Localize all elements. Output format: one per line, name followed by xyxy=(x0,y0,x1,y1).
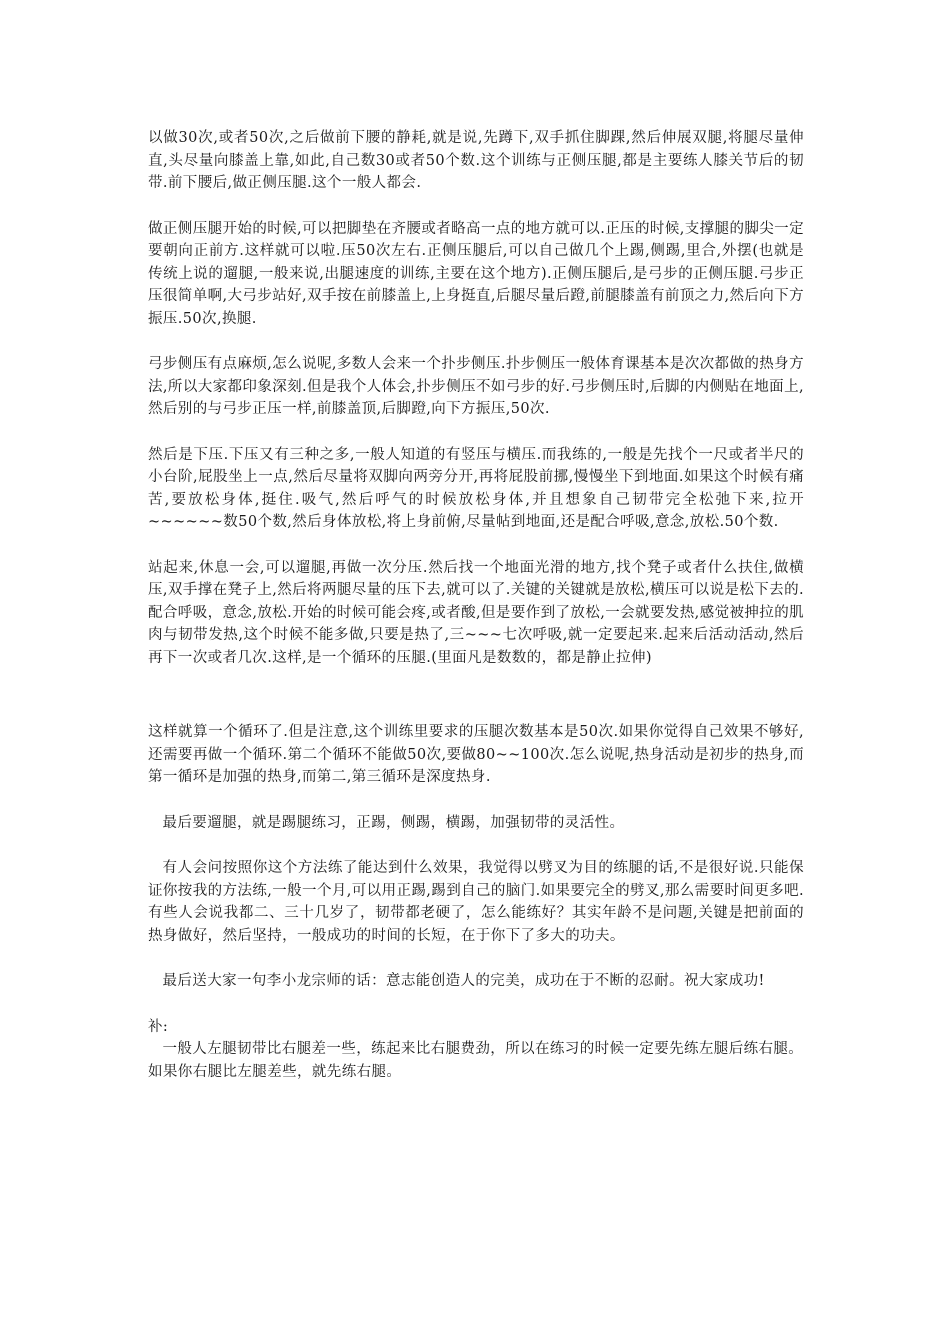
paragraph: 有人会问按照你这个方法练了能达到什么效果，我觉得以劈叉为目的练腿的话,不是很好说.只能保证你按我的方法练,一般一个月,可以用正踢,踢到自己的脑门.如果要完全的劈叉,那么需要时间更多吧.有些人会说我都二、三十几岁了，韧带都老硬了，怎么能练好？其实年龄不是问题,关键是把前面的热身做好，然后坚持，一般成功的时间的长短，在于你下了多大的功夫。 xyxy=(148,860,804,944)
document-page xyxy=(148,127,804,1083)
paragraph: 这样就算一个循环了.但是注意,这个训练里要求的压腿次数基本是50次.如果你觉得自己效果不够好,还需要再做一个循环.第二个循环不能做50次,要做80~~100次.怎么说呢,热身活动是初步的热身,而第一循环是加强的热身,而第二,第三循环是深度热身. xyxy=(148,724,804,785)
paragraph: 站起来,休息一会,可以遛腿,再做一次分压.然后找一个地面光滑的地方,找个凳子或者什么扶住,做横压,双手撑在凳子上,然后将两腿尽量的压下去,就可以了.关键的关键就是放松,横压可以说是松下去的.配合呼吸，意念,放松.开始的时候可能会疼,或者酸,但是要作到了放松,一会就要发热,感觉被抻拉的肌肉与韧带发热,这个时候不能多做,只要是热了,三~~~七次呼吸,就一定要起来.起来后活动活动,然后再下一次或者几次.这样,是一个循环的压腿.(里面凡是数数的，都是静止拉伸) xyxy=(148,559,804,666)
spacer xyxy=(148,692,804,721)
paragraph: 以做30次,或者50次,之后做前下腰的静耗,就是说,先蹲下,双手抓住脚踝,然后伸展双腿,将腿尽量伸直,头尽量向膝盖上靠,如此,自己数30或者50个数.这个训练与正侧压腿,都是主要练人膝关节后的韧带.前下腰后,做正侧压腿.这个一般人都会. xyxy=(148,130,804,191)
paragraph: 弓步侧压有点麻烦,怎么说呢,多数人会来一个扑步侧压.扑步侧压一般体育课基本是次次都做的热身方法,所以大家都印象深刻.但是我个人体会,扑步侧压不如弓步的好.弓步侧压时,后脚的内侧贴在地面上,然后别的与弓步正压一样,前膝盖顶,后脚蹬,向下方振压,50次. xyxy=(148,356,804,417)
paragraph: 最后要遛腿，就是踢腿练习，正踢，侧踢，横踢，加强韧带的灵活性。 xyxy=(162,814,625,831)
supplement-body: 一般人左腿韧带比右腿差一些，练起来比右腿费劲，所以在练习的时候一定要先练左腿后练右腿。如果你右腿比左腿差些，就先练右腿。 xyxy=(148,1041,804,1080)
paragraph: 最后送大家一句李小龙宗师的话：意志能创造人的完美，成功在于不断的忍耐。祝大家成功! xyxy=(162,973,765,989)
paragraph: 然后是下压.下压又有三种之多,一般人知道的有竖压与横压.而我练的,一般是先找个一尺或者半尺的小台阶,屁股坐上一点,然后尽量将双脚向两旁分开,再将屁股前挪,慢慢坐下到地面.如果这个时候有痛苦,要放松身体,挺住.吸气,然后呼气的时候放松身体,并且想象自己韧带完全松弛下来,拉开~~~~~~数50个数,然后身体放松,将上身前俯,尽量帖到地面,还是配合呼吸,意念,放松.50个数. xyxy=(148,446,804,530)
paragraph: 做正侧压腿开始的时候,可以把脚垫在齐腰或者略高一点的地方就可以.正压的时候,支撑腿的脚尖一定要朝向正前方.这样就可以啦.压50次左右.正侧压腿后,可以自己做几个上踢,侧踢,里合,外摆(也就是传统上说的遛腿,一般来说,出腿速度的训练,主要在这个地方).正侧压腿后,是弓步的正侧压腿.弓步正压很简单啊,大弓步站好,双手按在前膝盖上,上身挺直,后腿尽量后蹬,前腿膝盖有前顶之力,然后向下方振压.50次,换腿. xyxy=(148,220,804,327)
supplement-label: 补: xyxy=(148,1018,169,1035)
